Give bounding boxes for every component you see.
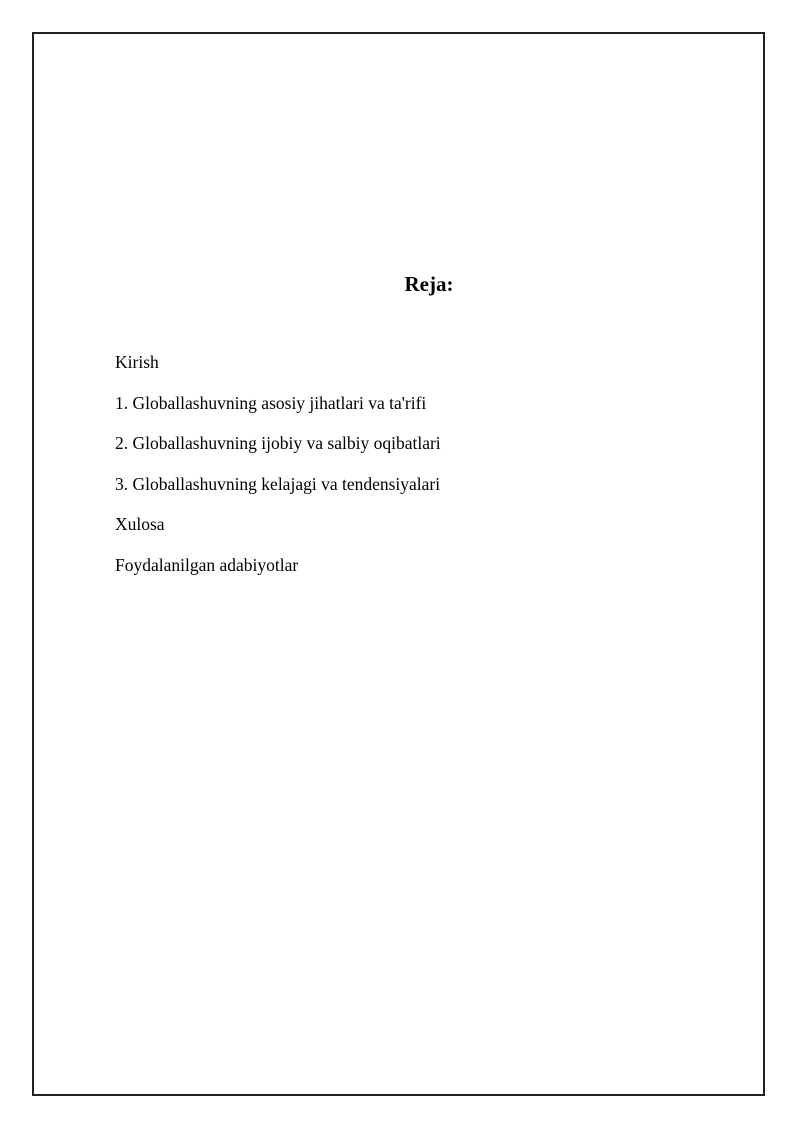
plan-item-section-1: 1. Globallashuvning asosiy jihatlari va ta'rifi	[115, 392, 427, 413]
page-title: Reja:	[404, 272, 454, 296]
plan-item-introduction: Kirish	[115, 352, 159, 372]
plan-list	[115, 350, 441, 594]
plan-item-section-3: 3. Globallashuvning kelajagi va tendensiyalari	[115, 473, 441, 494]
plan-item-conclusion: Xulosa	[115, 514, 165, 535]
plan-item-references: Foydalanilgan adabiyotlar	[115, 554, 299, 575]
plan-item-section-2: 2. Globallashuvning ijobiy va salbiy oqibatlari	[115, 433, 441, 454]
